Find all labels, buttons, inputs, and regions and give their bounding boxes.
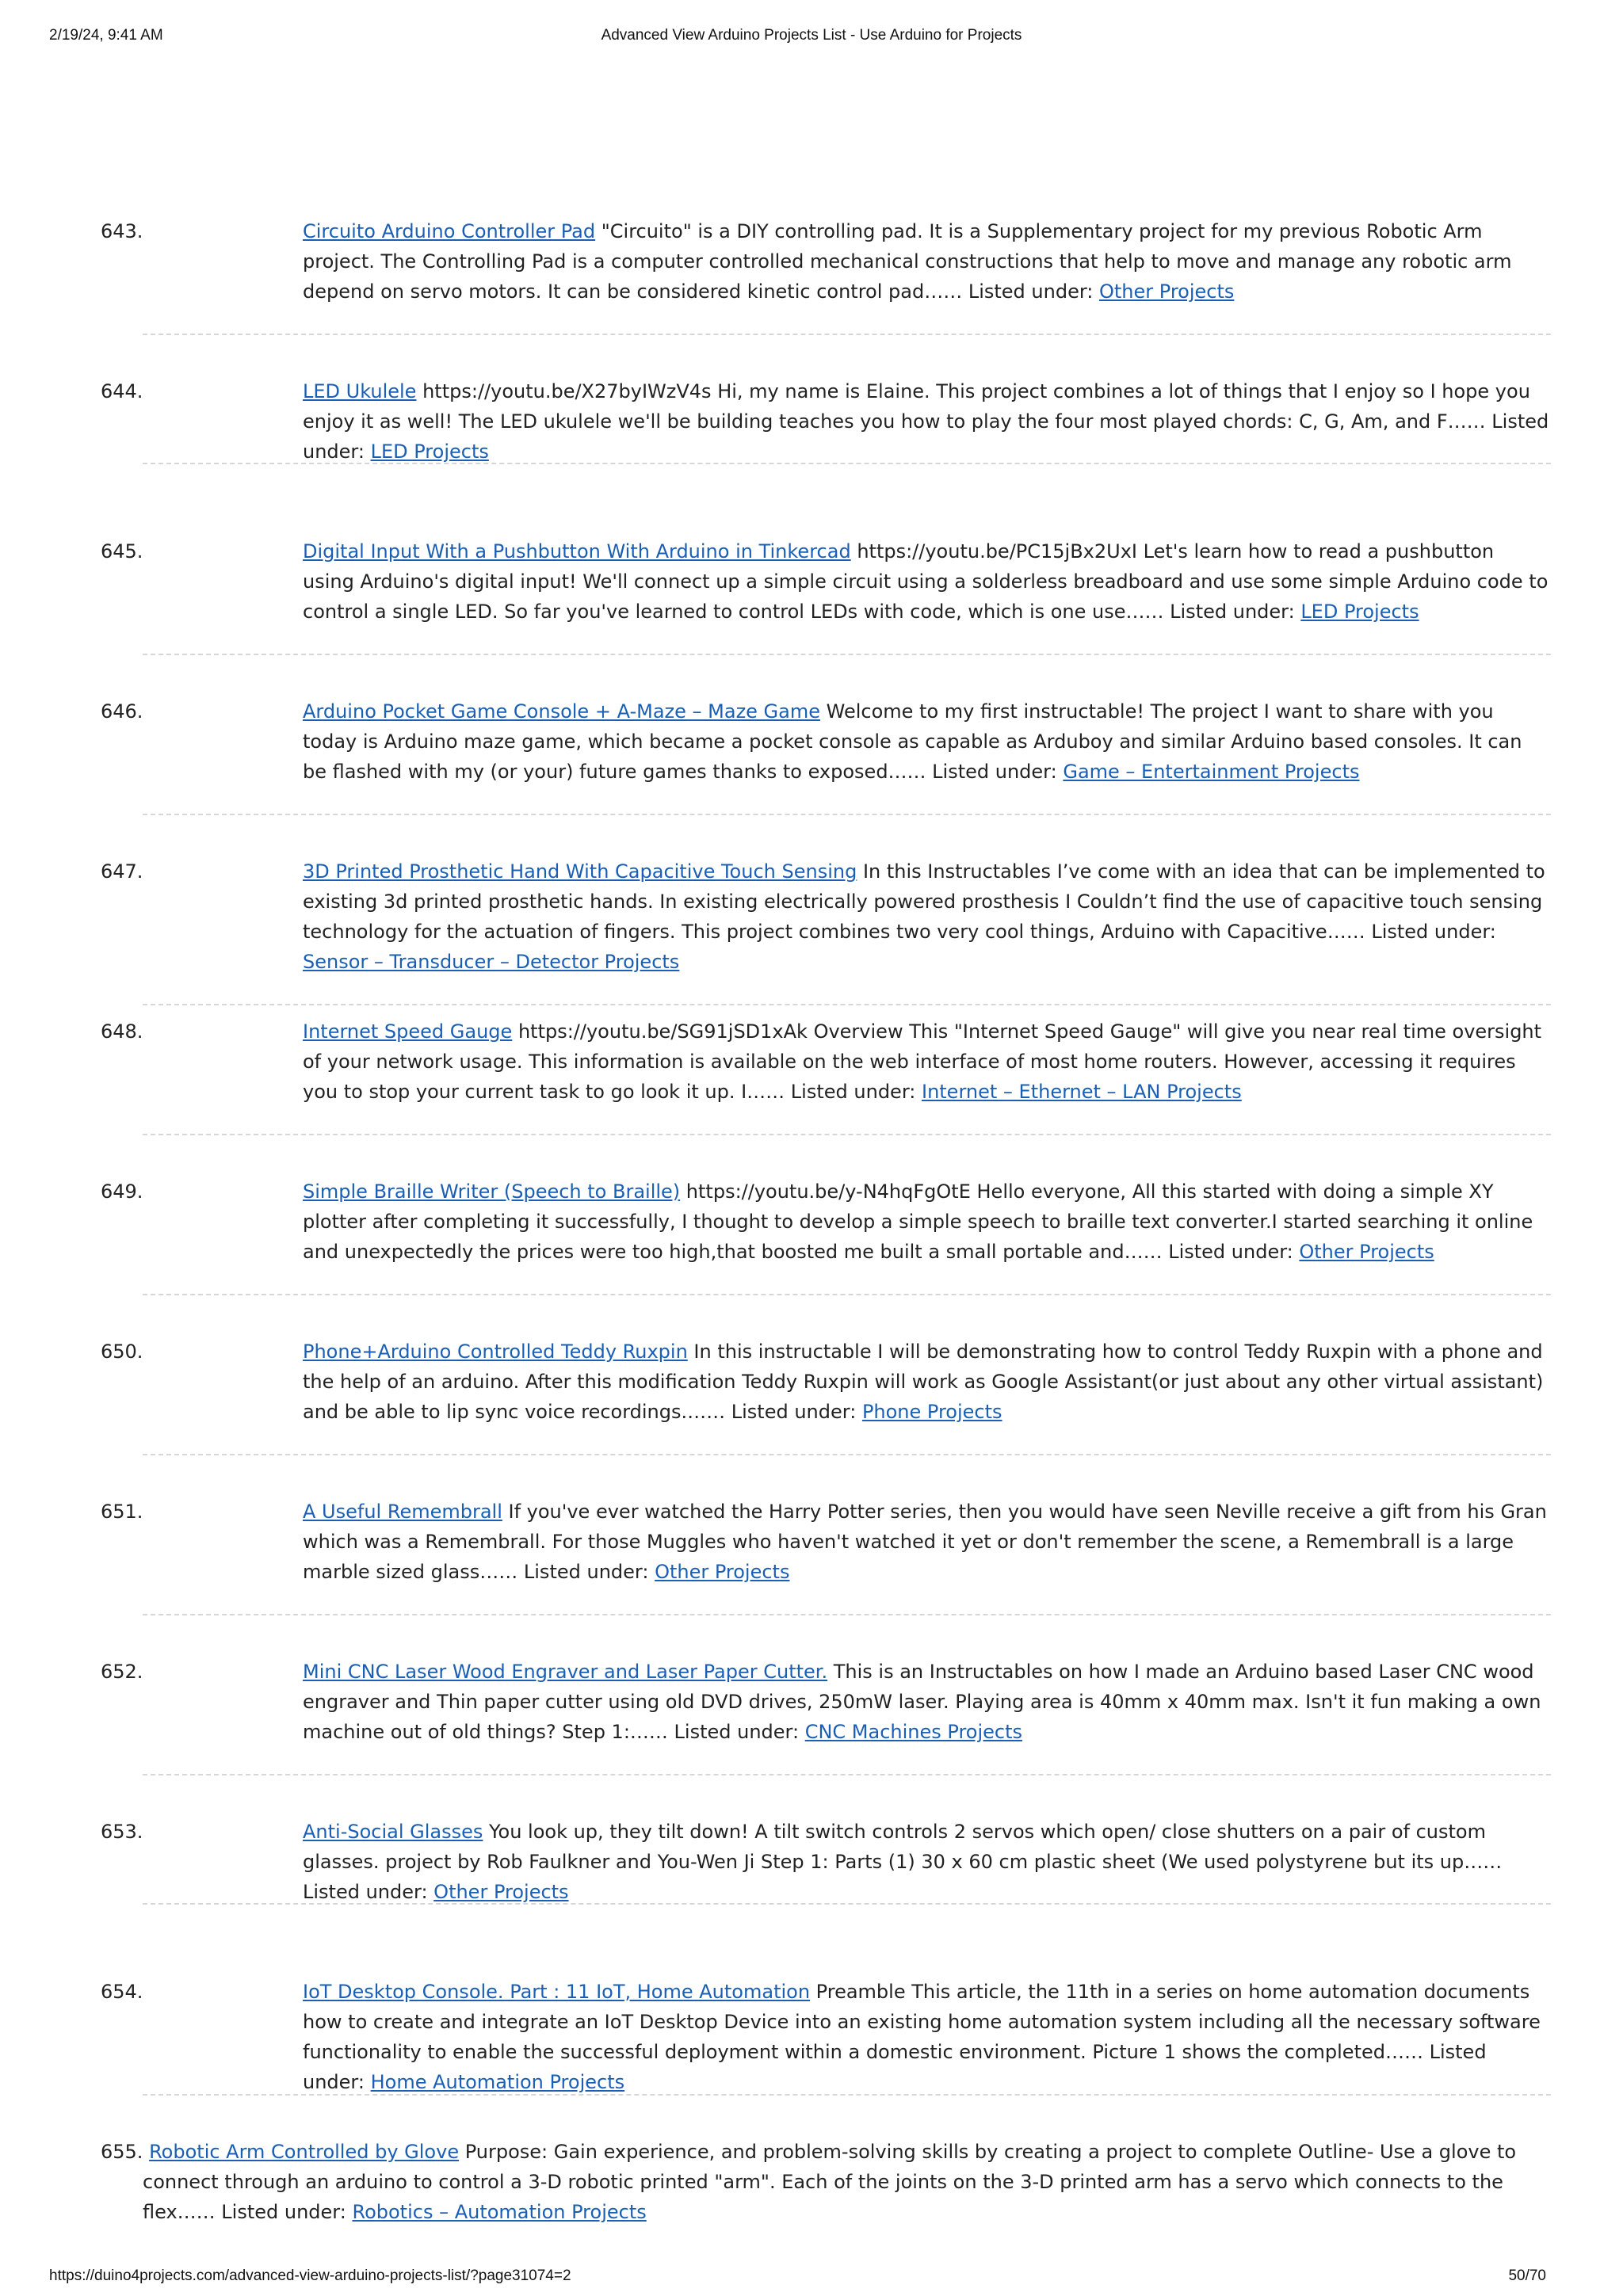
project-description: https://youtu.be/X27byIWzV4s Hi, my name is Elaine. This project combines a lot of things that I enjoy so I hope you enjoy it as well! The LED ukulele we'll be building teaches you how to play the four most played chords: C, G, Am, and F…… Listed under: [303, 380, 1549, 463]
item-number: 652. [101, 1661, 143, 1683]
project-description: https://youtu.be/PC15jBx2UxI Let's learn how to read a pushbutton using Arduino's digital input! We'll connect up a simple circuit using a solderless breadboard and use some simple Arduino code to control a single LED. So far you've learned to control LEDs with code, which is one use…… Listed under: [303, 540, 1549, 623]
divider [143, 334, 1551, 335]
project-title-link[interactable]: Digital Input With a Pushbutton With Arduino in Tinkercad [303, 540, 851, 563]
divider [143, 814, 1551, 815]
category-link[interactable]: Other Projects [1299, 1241, 1434, 1263]
project-description: https://youtu.be/SG91jSD1xAk Overview This "Internet Speed Gauge" will give you near real time oversight of your network usage. This information is available on the web interface of most home routers. However, accessing it requires you to stop your current task to go look it up. I…… Listed under: [303, 1020, 1542, 1103]
category-link[interactable]: LED Projects [370, 441, 489, 463]
divider [143, 2094, 1551, 2096]
item-text [303, 1337, 1551, 1427]
project-description: "Circuito" is a DIY controlling pad. It is a Supplementary project for my previous Robotic Arm project. The Controlling Pad is a computer controlled mechanical constructions that help to move and manage any robotic arm depend on servo motors. It can be considered kinetic control pad…… Listed under: [303, 220, 1512, 303]
project-description: https://youtu.be/y-N4hqFgOtE Hello everyone, All this started with doing a simple XY plotter after completing it successfully, I thought to develop a simple speech to braille text converter.I started searching it online and unexpectedly the prices were too high,that boosted me built a small portable and…… Listed under: [303, 1180, 1533, 1263]
print-page-title: Advanced View Arduino Projects List - Use Arduino for Projects [601, 27, 1022, 44]
category-link[interactable]: LED Projects [1300, 601, 1419, 623]
category-link[interactable]: Other Projects [655, 1561, 790, 1583]
item-number: 647. [101, 860, 143, 883]
category-link[interactable]: Phone Projects [861, 1401, 1002, 1423]
divider [143, 1614, 1551, 1615]
print-header [0, 24, 1623, 48]
divider [143, 1774, 1551, 1775]
item-text [303, 1016, 1551, 1107]
item-number: 654. [101, 1981, 143, 2003]
project-title-link[interactable]: Anti-Social Glasses [303, 1821, 483, 1843]
project-title-link[interactable]: Arduino Pocket Game Console + A-Maze – Maze Game [303, 700, 821, 723]
item-number: 644. [101, 380, 143, 402]
page-number: 50/70 [1508, 2267, 1546, 2284]
divider [143, 1134, 1551, 1135]
project-description: If you've ever watched the Harry Potter series, then you would have seen Neville receive a gift from his Gran which was a Remembrall. For those Muggles who haven't watched it yet or don't remember the scene, a Remembrall is a large marble sized glass…… Listed under: [303, 1501, 1547, 1583]
item-number-inline: 655. [101, 2141, 150, 2163]
project-description: You look up, they tilt down! A tilt switch controls 2 servos which open/ close shutters on a pair of custom glasses. project by Rob Faulkner and You-Wen Ji Step 1: Parts (1) 30 x 60 cm plastic sheet (We used polystyrene but its up…… Listed under: [303, 1821, 1503, 1903]
project-title-link[interactable]: Mini CNC Laser Wood Engraver and Laser Paper Cutter. [303, 1661, 828, 1683]
project-title-link[interactable]: Circuito Arduino Controller Pad [303, 220, 596, 242]
item-text [303, 856, 1551, 977]
category-link[interactable]: Sensor – Transducer – Detector Projects [303, 951, 680, 973]
divider [143, 1294, 1551, 1295]
project-title-link[interactable]: Robotic Arm Controlled by Glove [149, 2141, 460, 2163]
project-description: In this instructable I will be demonstrating how to control Teddy Ruxpin with a phone and the help of an arduino. After this modification Teddy Ruxpin will work as Google Assistant(or just about any other virtual assistant) and be able to lip sync voice recordings.…… Listed under: [303, 1341, 1544, 1423]
item-text [303, 1177, 1551, 1267]
item-text [303, 216, 1551, 307]
print-footer [0, 2264, 1623, 2288]
project-description: Welcome to my first instructable! The project I want to share with you today is Arduino maze game, which became a pocket console as capable as Arduboy and similar Arduino based consoles. It can be flashed with my (or your) future games thanks to exposed…… Listed under: [303, 700, 1522, 783]
project-description: Preamble This article, the 11th in a series on home automation documents how to create and integrate an IoT Desktop Device into an existing home automation system including all the necessary software functionality to enable the successful deployment within a domestic environment. Picture 1 shows the completed…… Listed under: [303, 1981, 1541, 2093]
item-number: 653. [101, 1821, 143, 1843]
item-text [303, 1657, 1551, 1747]
project-title-link[interactable]: 3D Printed Prosthetic Hand With Capacitive Touch Sensing [303, 860, 857, 883]
category-link[interactable]: Game – Entertainment Projects [1063, 761, 1360, 783]
category-link[interactable]: Other Projects [1099, 280, 1235, 303]
item-number: 645. [101, 540, 143, 563]
category-link[interactable]: Internet – Ethernet – LAN Projects [921, 1081, 1242, 1103]
project-title-link[interactable]: Phone+Arduino Controlled Teddy Ruxpin [303, 1341, 688, 1363]
category-link[interactable]: CNC Machines Projects [804, 1721, 1023, 1743]
project-title-link[interactable]: IoT Desktop Console. Part : 11 IoT, Home Automation [303, 1981, 811, 2003]
divider [143, 1454, 1551, 1455]
category-link[interactable]: Robotics – Automation Projects [352, 2201, 647, 2223]
divider [143, 463, 1551, 464]
project-description: In this Instructables I’ve come with an idea that can be implemented to existing 3d printed prosthetic hands. In existing electrically powered prosthesis I Couldn’t find the use of capacitive touch sensing technology for the actuation of fingers. This project combines two very cool things, Arduino with Capacitive…… Listed under: [303, 860, 1545, 943]
print-date: 2/19/24, 9:41 AM [49, 27, 163, 44]
page-url: https://duino4projects.com/advanced-view-arduino-projects-list/?page31074=2 [49, 2267, 571, 2284]
item-text [303, 696, 1551, 787]
divider [143, 1903, 1551, 1905]
project-title-link[interactable]: Simple Braille Writer (Speech to Braille) [303, 1180, 681, 1203]
item-text [303, 1497, 1551, 1587]
item-number: 643. [101, 220, 143, 242]
divider [143, 654, 1551, 655]
project-title-link[interactable]: LED Ukulele [303, 380, 417, 402]
item-text [303, 1817, 1551, 1907]
item-number: 650. [101, 1341, 143, 1363]
project-title-link[interactable]: A Useful Remembrall [303, 1501, 502, 1523]
item-number: 648. [101, 1020, 143, 1043]
item-number: 651. [101, 1501, 143, 1523]
item-text [101, 2137, 1522, 2227]
divider [143, 1004, 1551, 1005]
item-text [303, 1977, 1551, 2097]
project-description: This is an Instructables on how I made an Arduino based Laser CNC wood engraver and Thin paper cutter using old DVD drives, 250mW laser. Playing area is 40mm x 40mm max. Isn't it fun making a own machine out of old things? Step 1:…… Listed under: [303, 1661, 1541, 1743]
category-link[interactable]: Other Projects [433, 1881, 569, 1903]
project-description: Purpose: Gain experience, and problem-solving skills by creating a project to complete Outline- Use a glove to connect through an arduino to control a 3-D robotic printed "arm". Each of the joints on the 3-D printed arm has a servo which connects to the flex…… Listed under: [143, 2141, 1517, 2223]
item-text [303, 536, 1551, 627]
item-number: 649. [101, 1180, 143, 1203]
item-text [303, 376, 1551, 467]
project-title-link[interactable]: Internet Speed Gauge [303, 1020, 513, 1043]
item-number: 646. [101, 700, 143, 723]
category-link[interactable]: Home Automation Projects [370, 2071, 625, 2093]
